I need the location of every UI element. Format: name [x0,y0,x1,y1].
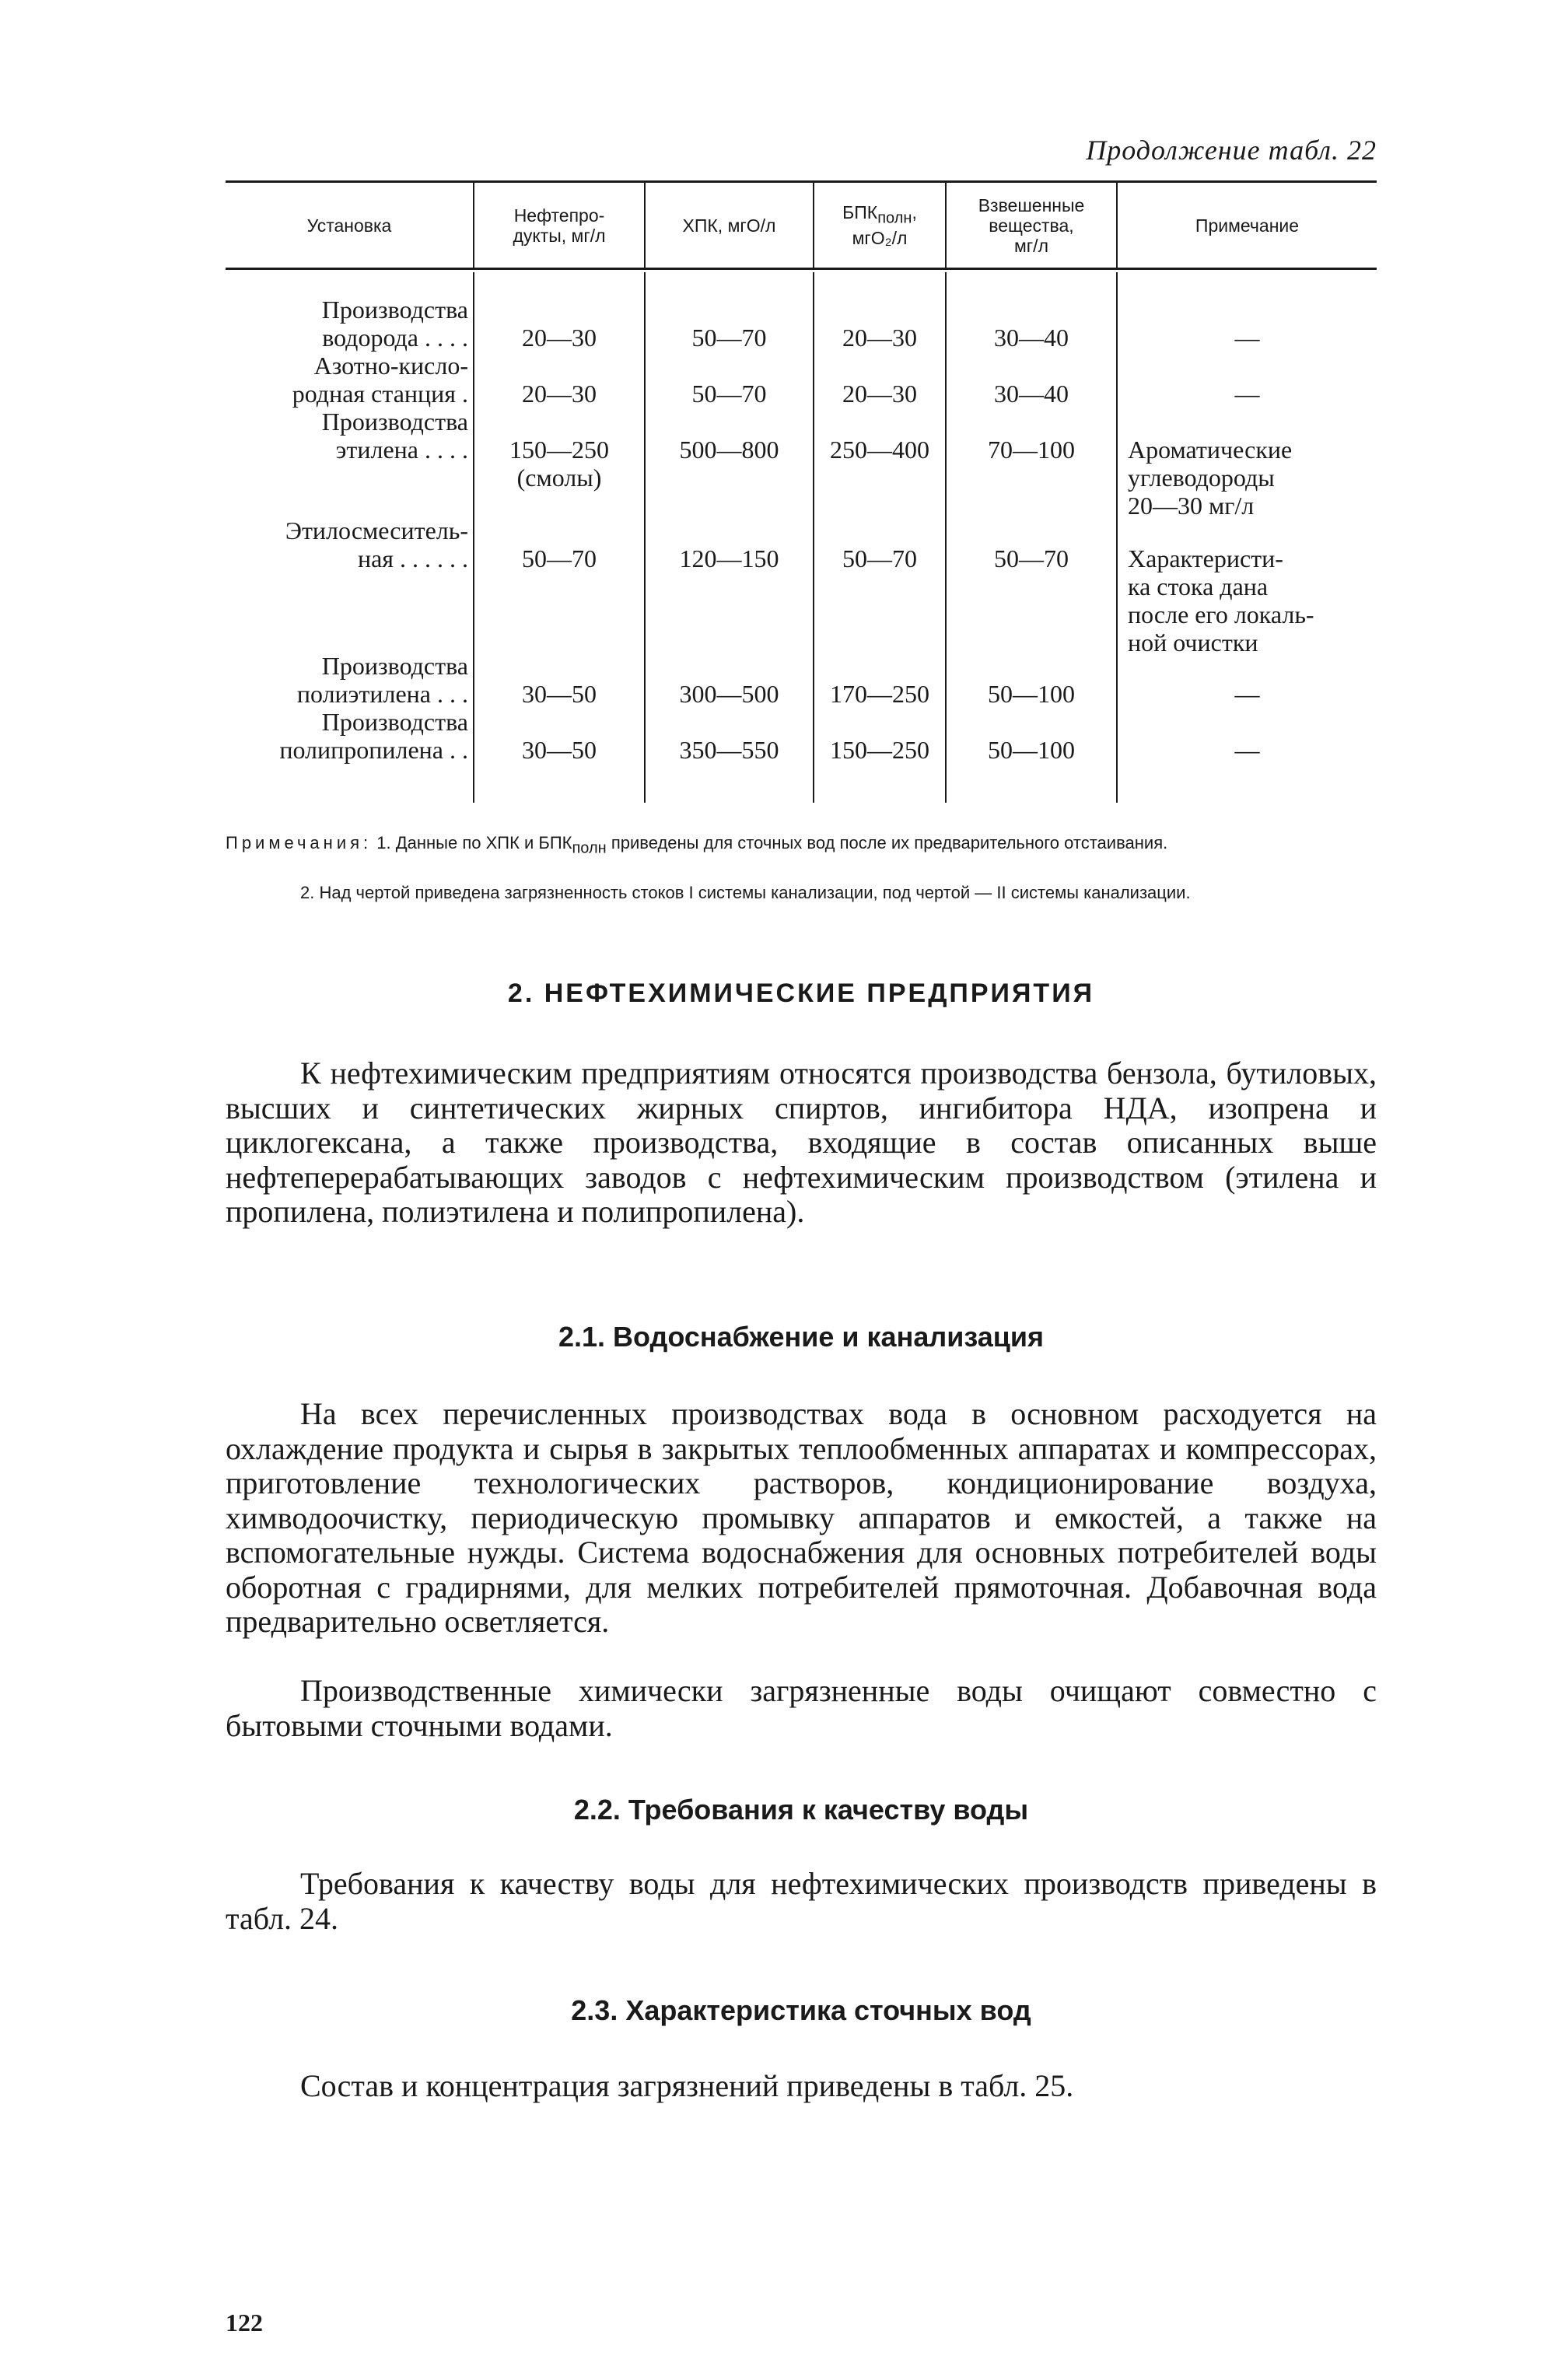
bod-unit: мгО₂/л [852,228,908,249]
subsection-3-title: 2.3. Характеристика сточных вод [571,1994,1031,2026]
subsection-1-paragraph-1: На всех перечисленных производствах вода в основном расходуется на охлаждение продукта и сырья в закрытых теплообменных аппаратах и компрессорах, приготовление технологических растворов, кондиционирование воздуха, химводоочистку, периодическую промывку аппаратов и емкостей, а также на вспомогательные нужды. Система водоснабжения для основных потребителей воды оборотная с градирнями, для мелких потребителей прямоточная. Добавочная вода предварительно осветляется. [226,1396,1377,1639]
subsection-2-title: 2.2. Требования к качеству воды [573,1794,1029,1826]
row-oil: 30—50 [522,680,597,708]
row-oil: 150—250 (смолы) [509,436,609,492]
row-cod: 120—150 [679,544,779,572]
row-oil: 20—30 [522,324,597,352]
bod-label: БПК [842,201,878,222]
section-title: 2. НЕФТЕХИМИЧЕСКИЕ ПРЕДПРИЯТИЯ [507,978,1095,1008]
subsection-1-paragraph-2: Производственные химически загрязненные воды очищают совместно с бытовыми сточными водами. [226,1673,1377,1743]
row-suspended: 50—70 [994,544,1069,572]
row-note: — [1234,680,1260,708]
header-cod: ХПК, мгО/л [682,215,776,236]
row-cod: 50—70 [691,380,767,408]
row-oil: 50—70 [522,544,597,572]
row-suspended: 50—100 [988,680,1075,708]
subsection-1-title: 2.1. Водоснабжение и канализация [558,1321,1045,1353]
row-note: Ароматические углеводороды 20—30 мг/л [1128,436,1293,520]
subsection-3-paragraph: Состав и концентрация загрязнений приведены в табл. 25. [300,2068,1074,2103]
table-continuation-caption: Продолжение табл. 22 [1086,135,1377,166]
row-bod: 20—30 [842,324,917,352]
header-bod [814,183,945,268]
column-divider [945,272,947,803]
column-divider [473,272,474,803]
page-number: 122 [226,2309,263,2337]
row-oil: 20—30 [522,380,597,408]
row-note: — [1234,380,1260,408]
row-note: — [1234,324,1260,352]
header-installation: Установка [306,215,392,236]
column-divider [1116,272,1118,803]
header-suspended-solids: Взвешенные вещества, мг/л [978,194,1085,256]
row-suspended: 30—40 [994,324,1069,352]
row-bod: 250—400 [830,436,929,464]
row-cod: 500—800 [679,436,779,464]
table-header-rule [226,268,1377,270]
row-bod: 50—70 [842,544,917,572]
note-1-subscript: полн [572,839,607,857]
row-note: — [1234,736,1260,764]
row-bod: 150—250 [830,736,929,764]
notes-label: Примечания: [226,833,373,852]
column-divider [644,272,646,803]
row-name: Этилосмеситель- ная . . . . . . [285,516,468,572]
row-name: Производства водорода . . . . [321,296,468,352]
row-cod: 300—500 [679,680,779,708]
row-suspended: 50—100 [988,736,1075,764]
row-cod: 350—550 [679,736,779,764]
row-name: Производства полиэтилена . . . [296,652,468,708]
note-1-text-a: 1. Данные по ХПК и БПК [376,833,572,852]
wastewater-table [226,180,1377,803]
note-1-text-b: приведены для сточных вод после их предварительного отстаивания. [611,833,1168,852]
row-name: Производства полипропилена . . [279,708,468,764]
header-note: Примечание [1195,215,1300,236]
row-cod: 50—70 [691,324,767,352]
section-intro-paragraph: К нефтехимическим предприятиям относятся производства бензола, бутиловых, высших и синтетических жирных спиртов, ингибитора НДА, изопрена и циклогексана, а также производства, входящие в состав описанных выше нефтеперерабатывающих заводов с нефтехимическим производством (этилена и пропилена, полиэтилена и полипропилена). [226,1055,1377,1229]
header-oil-products: Нефтепро- дукты, мг/л [513,205,606,246]
row-name: Производства этилена . . . . [321,408,468,464]
row-suspended: 30—40 [994,380,1069,408]
bod-comma: , [912,201,917,222]
row-bod: 20—30 [842,380,917,408]
table-note-1 [226,834,1377,857]
row-name: Азотно-кисло- родная станция . [292,352,468,408]
bod-subscript: полн [877,209,912,227]
subsection-2-paragraph: Требования к качеству воды для нефтехимических производств приведены в табл. 24. [226,1866,1377,1936]
table-note-2: 2. Над чертой приведена загрязненность стоков I системы канализации, под чертой — II системы канализации. [300,883,1191,902]
row-suspended: 70—100 [988,436,1075,464]
column-divider [813,272,814,803]
row-bod: 170—250 [830,680,929,708]
row-note: Характеристи- ка стока дана после его локаль- ной очистки [1128,544,1314,656]
row-oil: 30—50 [522,736,597,764]
